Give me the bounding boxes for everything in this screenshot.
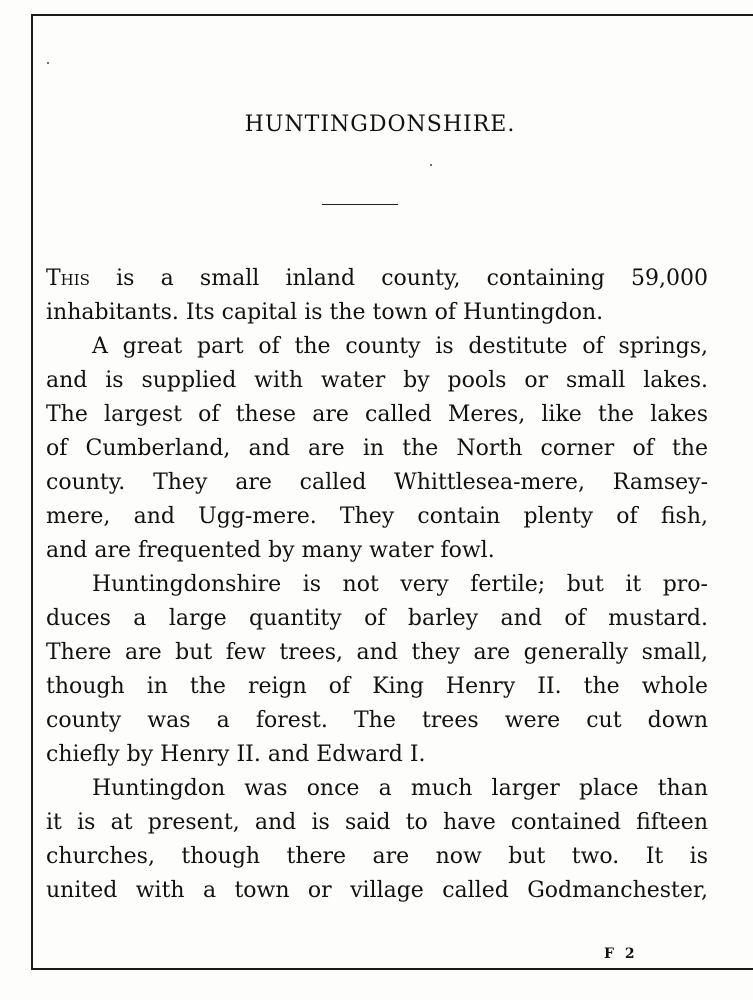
text-line-16: Huntingdon was once a much larger place than xyxy=(92,776,708,801)
text-line-2: inhabitants. Its capital is the town of Huntingdon. xyxy=(46,300,604,325)
heading-rule xyxy=(322,204,398,205)
signature-mark: F 2 xyxy=(604,946,638,962)
text-line-13: though in the reign of King Henry II. the whole xyxy=(46,674,708,699)
page-heading: HUNTINGDONSHIRE. xyxy=(244,112,516,137)
text-line-4: and is supplied with water by pools or small lakes. xyxy=(46,368,708,393)
text-line-14: county was a forest. The trees were cut down xyxy=(46,708,708,733)
text-line-7: county. They are called Whittlesea-mere, Ramsey- xyxy=(46,470,708,495)
text-line-10: Huntingdonshire is not very fertile; but it pro- xyxy=(92,572,708,597)
text-line-6: of Cumberland, and are in the North corner of the xyxy=(46,436,708,461)
text-line-8: mere, and Ugg-mere. They contain plenty of fish, xyxy=(46,504,708,529)
text-line-19: united with a town or village called Godmanchester, xyxy=(46,878,708,903)
text-line-3: A great part of the county is destitute of springs, xyxy=(92,334,708,359)
text-line-9: and are frequented by many water fowl. xyxy=(46,538,495,563)
text-line-15: chiefly by Henry II. and Edward I. xyxy=(46,742,426,767)
text-line-5: The largest of these are called Meres, like the lakes xyxy=(46,402,708,427)
drop-word: This xyxy=(46,266,90,291)
text-line-11: duces a large quantity of barley and of mustard. xyxy=(46,606,708,631)
text-line-17: it is at present, and is said to have contained fifteen xyxy=(46,810,708,835)
ink-speck xyxy=(47,62,49,64)
text-line-18: churches, though there are now but two. It is xyxy=(46,844,708,869)
text-line-1: This is a small inland county, containing 59,000 xyxy=(46,266,708,291)
body-text xyxy=(46,262,708,908)
text-line-12: There are but few trees, and they are generally small, xyxy=(46,640,708,665)
ink-speck xyxy=(430,164,432,166)
